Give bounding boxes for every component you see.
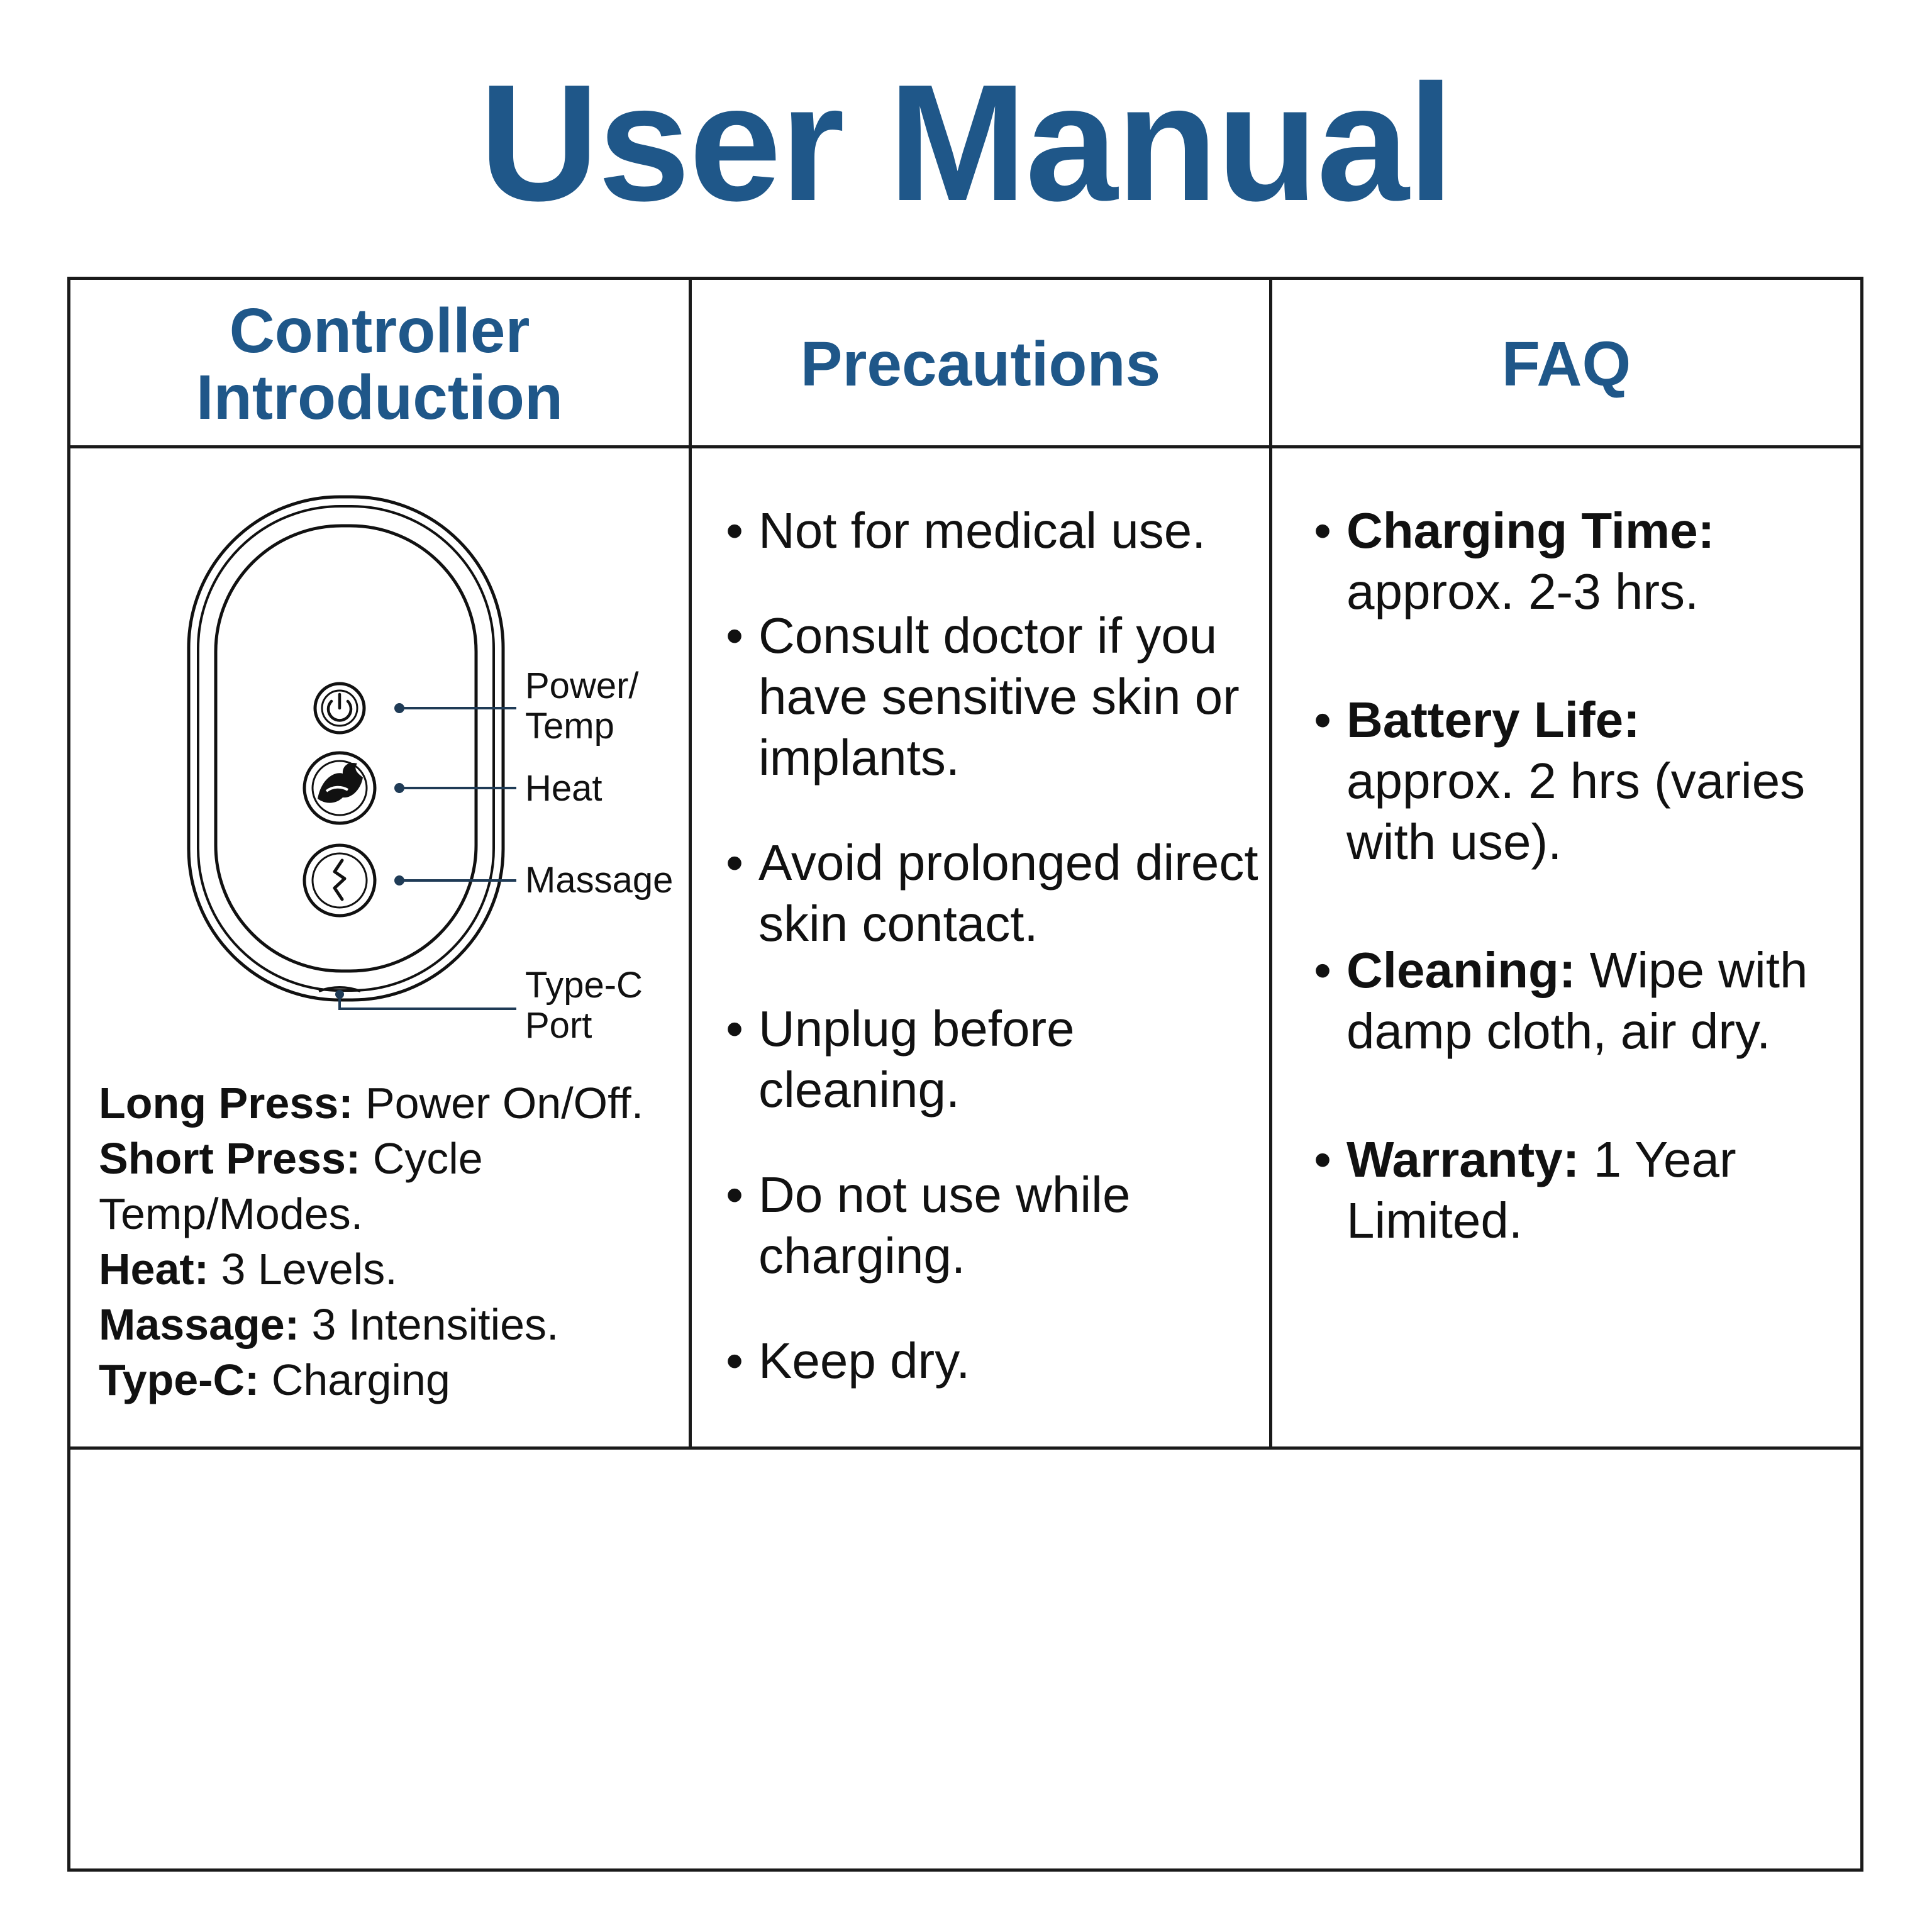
controller-outer-shell	[189, 497, 503, 1000]
blank-notes-area	[70, 1453, 1860, 1868]
list-item: • Keep dry.	[726, 1333, 970, 1389]
label-power-line2: Temp	[525, 706, 614, 747]
note-massage: Massage: 3 Intensities.	[99, 1300, 559, 1349]
list-item: • Do not use while charging.	[726, 1167, 1131, 1284]
column-divider-2	[1269, 277, 1272, 1450]
list-item: • Avoid prolonged direct skin contact.	[726, 835, 1258, 952]
faq-cleaning: • Cleaning: Wipe with damp cloth, air dry.	[1314, 942, 1808, 1059]
faq-list	[1311, 500, 1840, 1318]
controller-notes	[99, 1075, 677, 1407]
faq-battery-life: • Battery Life: approx. 2 hrs (varies with use).	[1314, 692, 1806, 870]
faq-charging-time: • Charging Time: approx. 2-3 hrs.	[1314, 502, 1715, 619]
heading-faq: FAQ	[1501, 329, 1631, 399]
note-short-press-continued: Temp/Modes.	[99, 1189, 364, 1238]
page-title: User Manual	[479, 50, 1453, 235]
heading-controller-introduction	[70, 280, 689, 448]
label-typec-line1: Type-C	[525, 965, 643, 1006]
content-divider	[67, 1446, 1863, 1450]
label-power-line1: Power/	[525, 665, 639, 706]
power-icon[interactable]	[315, 684, 364, 733]
heat-icon[interactable]	[304, 753, 375, 823]
label-heat: Heat	[525, 768, 602, 809]
list-item: • Not for medical use.	[726, 502, 1206, 558]
precautions-list	[723, 500, 1264, 1435]
label-massage: Massage	[525, 860, 674, 901]
list-item: • Consult doctor if you have sensitive skin or implants.	[726, 608, 1240, 786]
heading-controller-line2: Introduction	[196, 362, 564, 433]
heading-controller-line1: Controller	[229, 296, 530, 366]
faq-warranty: • Warranty: 1 Year Limited.	[1314, 1131, 1736, 1248]
note-short-press: Short Press: Cycle	[99, 1134, 483, 1183]
massage-icon[interactable]	[304, 845, 375, 916]
note-long-press: Long Press: Power On/Off.	[99, 1079, 644, 1128]
heading-precautions: Precautions	[800, 329, 1161, 399]
note-type-c: Type-C: Charging	[99, 1355, 450, 1404]
note-heat: Heat: 3 Levels.	[99, 1245, 397, 1294]
controller-diagram	[67, 452, 690, 1080]
label-typec-line2: Port	[525, 1005, 592, 1046]
list-item: • Unplug before cleaning.	[726, 1001, 1075, 1118]
